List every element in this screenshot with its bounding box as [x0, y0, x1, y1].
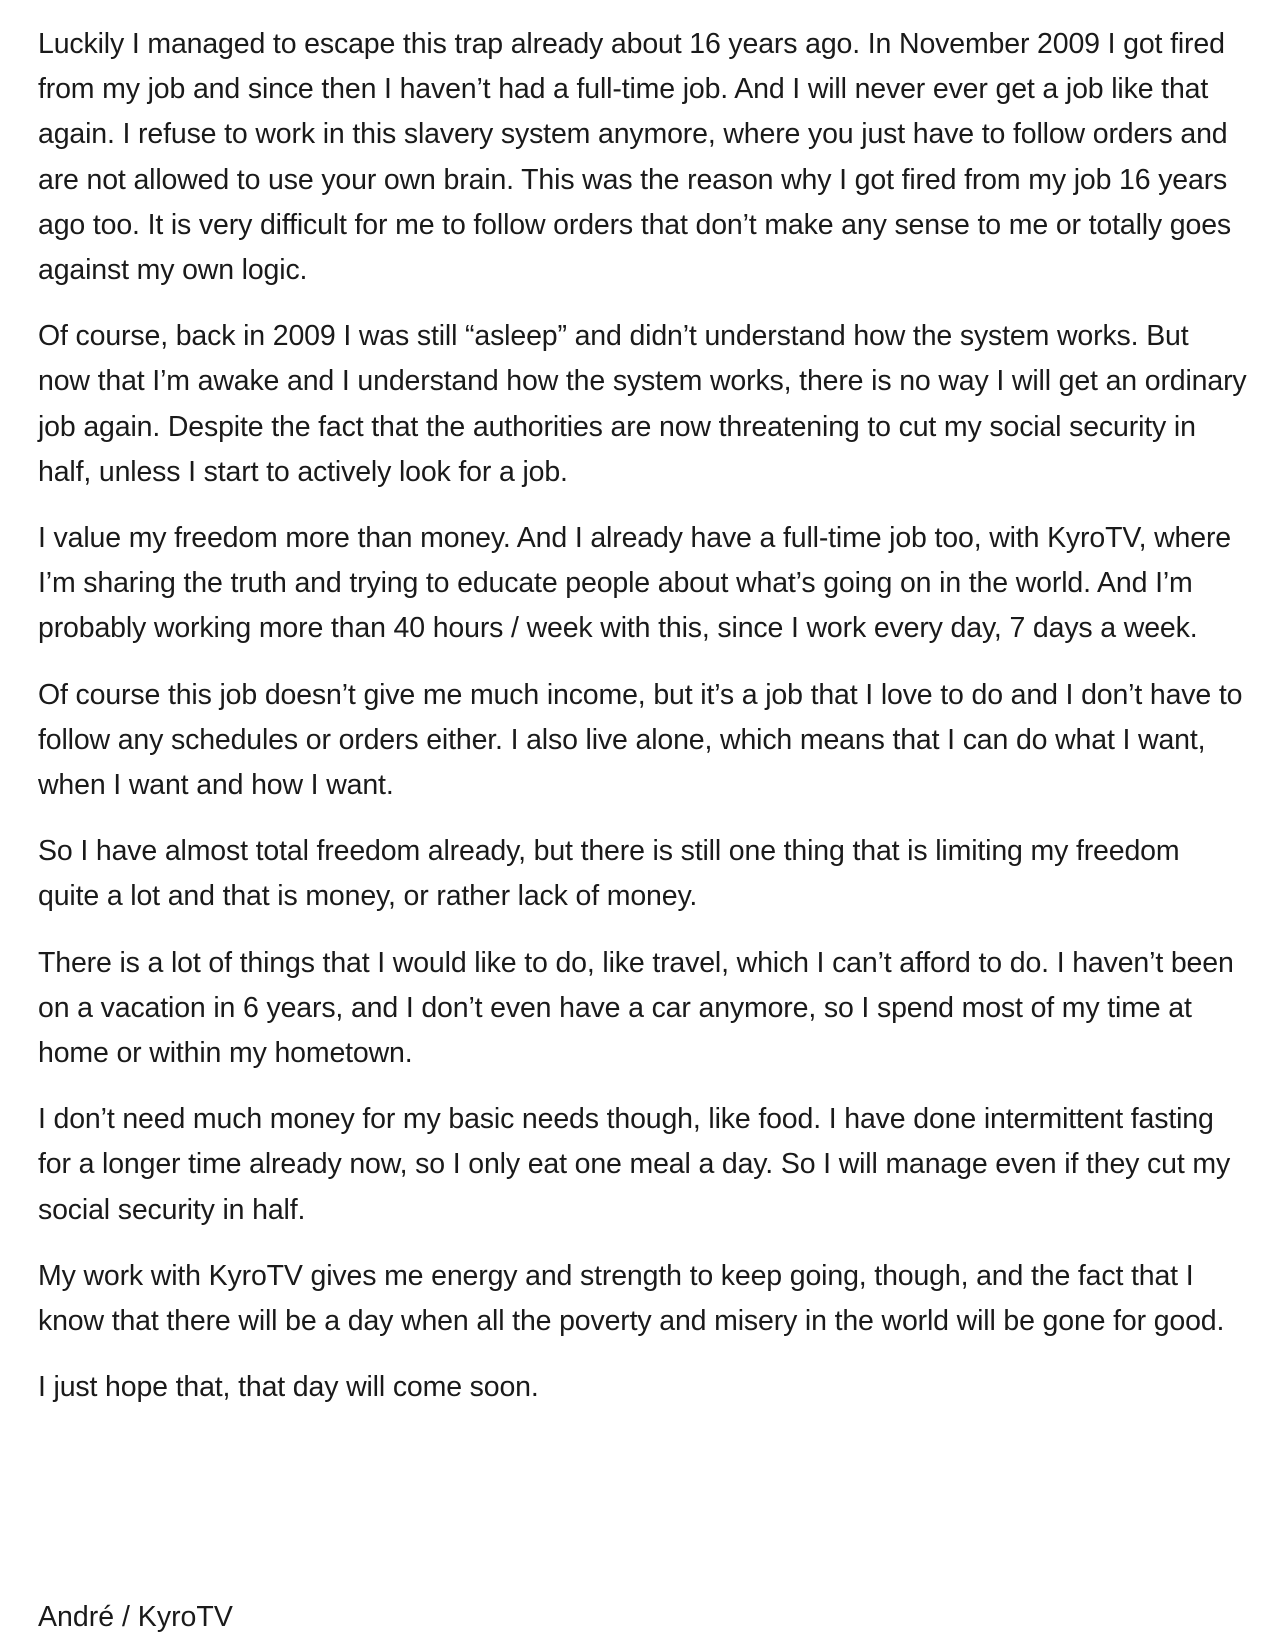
paragraph-8: My work with KyroTV gives me energy and strength to keep going, though, and the fact that I know that there will be a day when all the poverty and misery in the world will be gone for good.: [38, 1259, 1225, 1338]
document-body: [38, 22, 1248, 1431]
paragraph-7: I don’t need much money for my basic needs though, like food. I have done intermittent fasting for a longer time already now, so I only eat one meal a day. So I will manage even if they cut my social security in half.: [38, 1103, 1231, 1226]
paragraph-3: I value my freedom more than money. And I already have a full-time job too, with KyroTV, where I’m sharing the truth and trying to educate people about what’s going on in the world. And I’m probably working more than 40 hours / week with this, since I work every day, 7 days a week.: [38, 522, 1231, 645]
paragraph-6: There is a lot of things that I would like to do, like travel, which I can’t afford to do. I haven’t been on a vacation in 6 years, and I don’t even have a car anymore, so I spend most of my time at home or within my hometown.: [38, 946, 1234, 1070]
paragraph-9: I just hope that, that day will come soon.: [38, 1371, 539, 1404]
paragraph-5: So I have almost total freedom already, but there is still one thing that is limiting my freedom quite a lot and that is money, or rather lack of money.: [38, 835, 1180, 913]
paragraph-2: Of course, back in 2009 I was still “asleep” and didn’t understand how the system works. But now that I’m awake and I understand how the system works, there is no way I will get an ordinary job again. Despite the fact that the authorities are now threatening to cut my social security in half, unless I start to actively look for a job.: [38, 320, 1247, 488]
paragraph-1: Luckily I managed to escape this trap already about 16 years ago. In November 2009 I got fired from my job and since then I haven’t had a full-time job. And I will never ever get a job like that again. I refuse to work in this slavery system anymore, where you just have to follow orders and are not allowed to use your own brain. This was the reason why I got fired from my job 16 years ago too. It is very difficult for me to follow orders that don’t make any sense to me or totally goes against my own logic.: [38, 28, 1231, 287]
author-signature: André / KyroTV: [38, 1601, 233, 1633]
paragraph-4: Of course this job doesn’t give me much income, but it’s a job that I love to do and I don’t have to follow any schedules or orders either. I also live alone, which means that I can do what I want, when I want and how I want.: [38, 678, 1243, 802]
